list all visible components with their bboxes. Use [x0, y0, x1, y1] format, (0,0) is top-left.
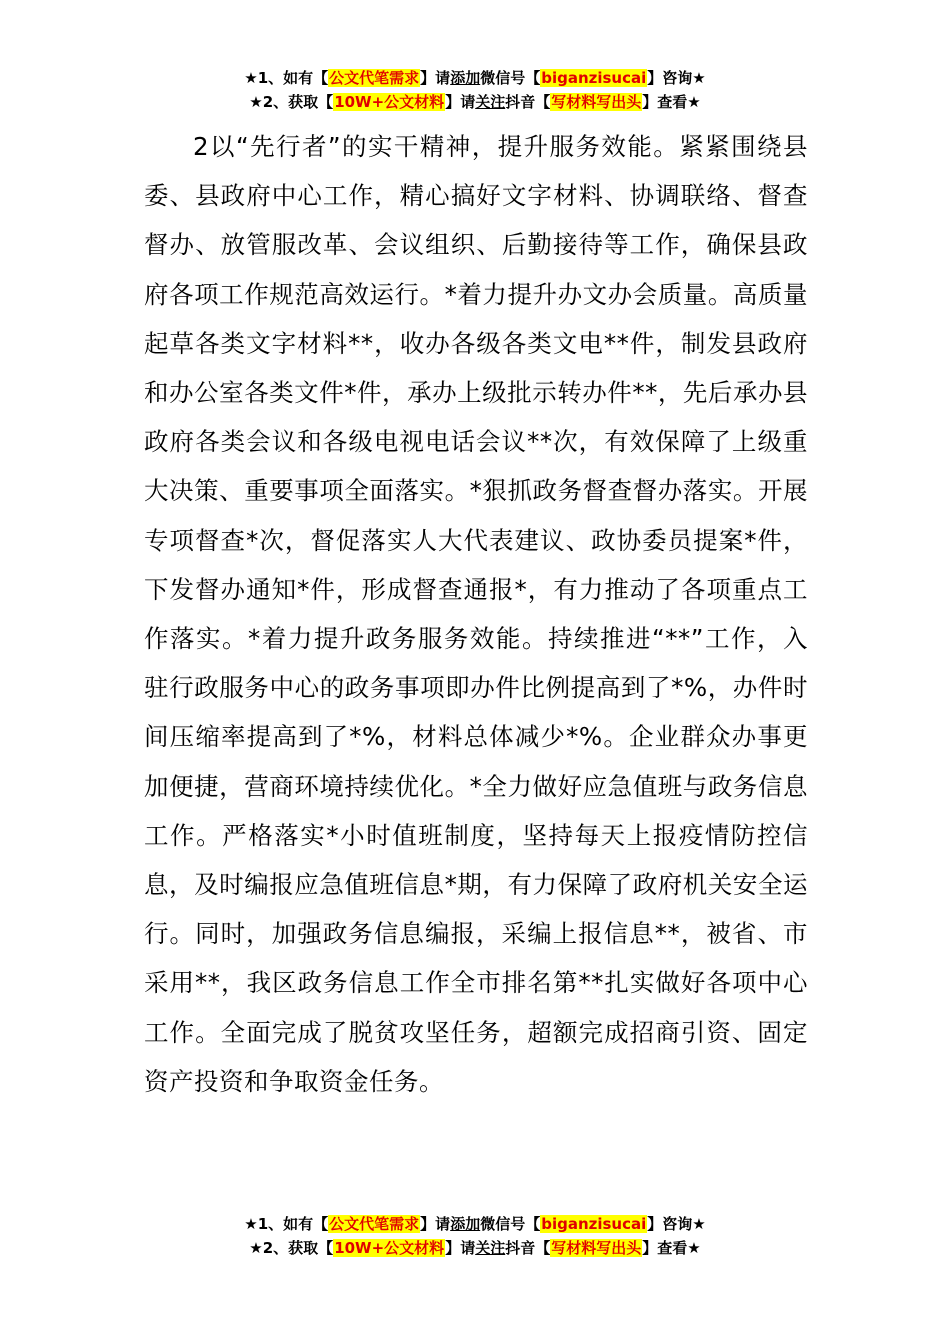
promo-text: 】请: [420, 1215, 451, 1233]
promo-underlined-text: 关注: [475, 93, 506, 111]
promo-highlight-douyin-id: 写材料写出头: [551, 93, 642, 111]
promo-text: 微信号【: [480, 1215, 541, 1233]
footer-promo-line-1: [0, 1212, 950, 1236]
promo-underlined-text: 添加: [450, 1215, 481, 1233]
promo-highlight-materials: 10W+公文材料: [334, 93, 445, 111]
promo-text: 】咨询★: [647, 69, 706, 87]
promo-text: 】查看★: [642, 1239, 701, 1257]
promo-highlight-materials: 10W+公文材料: [334, 1239, 445, 1257]
promo-text: ★1、如有【: [244, 1215, 329, 1233]
promo-text: 】查看★: [642, 93, 701, 111]
document-body: [144, 122, 808, 1106]
header-promo-line-1: [0, 66, 950, 90]
footer-promo-line-2: [0, 1236, 950, 1260]
promo-highlight-wechat-id: biganzisucai: [541, 1215, 647, 1233]
promo-text: ★2、获取【: [249, 1239, 334, 1257]
promo-text: 】请: [420, 69, 451, 87]
promo-text: ★2、获取【: [249, 93, 334, 111]
header-promo: [0, 66, 950, 114]
promo-text: 抖音【: [505, 93, 551, 111]
promo-text: 抖音【: [505, 1239, 551, 1257]
promo-highlight-douyin-id: 写材料写出头: [551, 1239, 642, 1257]
promo-text: 】咨询★: [647, 1215, 706, 1233]
promo-text: 微信号【: [480, 69, 541, 87]
body-paragraph: 2以“先行者”的实干精神，提升服务效能。紧紧围绕县委、县政府中心工作，精心搞好文字材料、协调联络、督查督办、放管服改革、会议组织、后勤接待等工作，确保县政府各项工作规范高效运行。*着力提升办文办会质量。高质量起草各类文字材料**，收办各级各类文电**件，制发县政府和办公室各类文件*件，承办上级批示转办件**，先后承办县政府各类会议和各级电视电话会议**次，有效保障了上级重大决策、重要事项全面落实。*狠抓政务督查督办落实。开展专项督查*次，督促落实人大代表建议、政协委员提案*件，下发督办通知*件，形成督查通报*，有力推动了各项重点工作落实。*着力提升政务服务效能。持续推进“**”工作，入驻行政服务中心的政务事项即办件比例提高到了*%，办件时间压缩率提高到了*%，材料总体减少*%。企业群众办事更加便捷，营商环境持续优化。*全力做好应急值班与政务信息工作。严格落实*小时值班制度，坚持每天上报疫情防控信息，及时编报应急值班信息*期，有力保障了政府机关安全运行。同时，加强政务信息编报，采编上报信息**，被省、市采用**，我区政务信息工作全市排名第**扎实做好各项中心工作。全面完成了脱贫攻坚任务，超额完成招商引资、固定资产投资和争取资金任务。: [144, 132, 808, 1096]
header-promo-line-2: [0, 90, 950, 114]
promo-highlight-wechat-id: biganzisucai: [541, 69, 647, 87]
promo-underlined-text: 关注: [475, 1239, 506, 1257]
promo-underlined-text: 添加: [450, 69, 481, 87]
promo-text: 】请: [445, 93, 476, 111]
promo-highlight-service: 公文代笔需求: [329, 69, 420, 87]
promo-text: ★1、如有【: [244, 69, 329, 87]
footer-promo: [0, 1212, 950, 1260]
promo-highlight-service: 公文代笔需求: [329, 1215, 420, 1233]
promo-text: 】请: [445, 1239, 476, 1257]
